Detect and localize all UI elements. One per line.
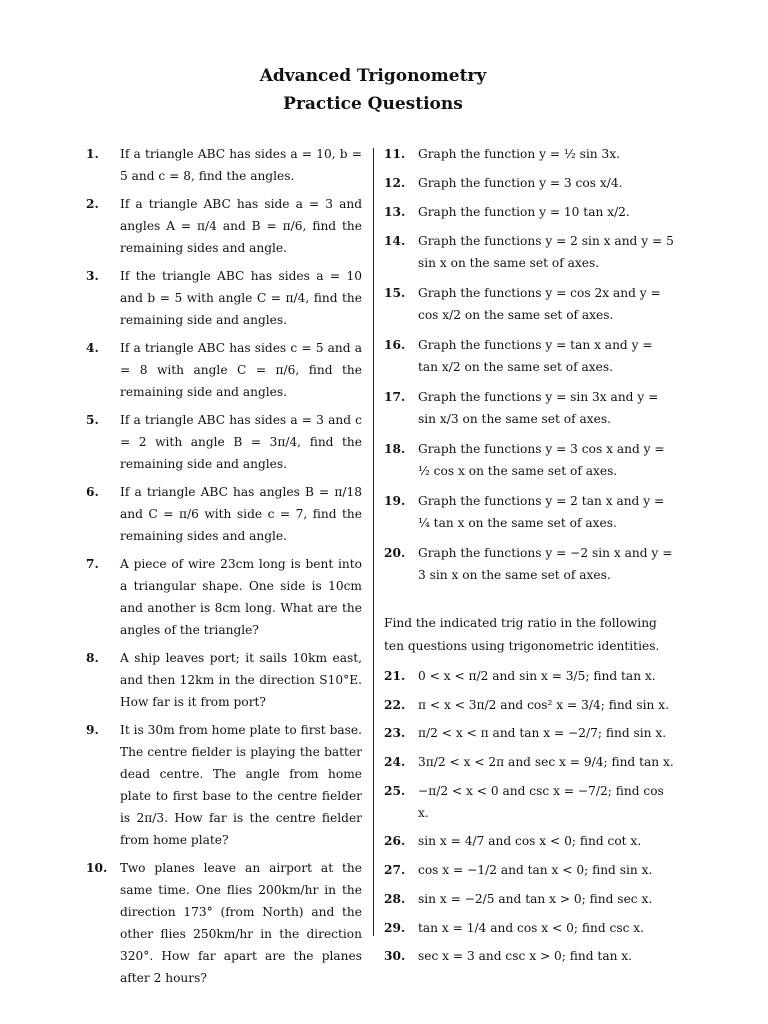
- question-text: Graph the functions y = 2 tan x and y = ¼ tan x on the same set of axes.: [418, 494, 665, 530]
- question-7: [86, 553, 362, 641]
- question-text: Graph the functions y = cos 2x and y = cos x/2 on the same set of axes.: [418, 286, 661, 322]
- question-29: [384, 917, 674, 939]
- question-text: If a triangle ABC has sides a = 3 and c = 2 with angle B = 3π/4, find the remaining side and angles.: [120, 413, 362, 471]
- question-4: [86, 337, 362, 403]
- question-13: [384, 201, 674, 223]
- question-12: [384, 172, 674, 194]
- question-text: cos x = −1/2 and tan x < 0; find sin x.: [418, 863, 653, 878]
- question-text: π/2 < x < π and tan x = −2/7; find sin x.: [418, 726, 667, 741]
- question-26: [384, 830, 674, 852]
- question-number: 12.: [384, 176, 406, 190]
- question-number: 29.: [384, 920, 406, 935]
- column-divider: [373, 148, 374, 936]
- question-14: [384, 230, 674, 274]
- question-number: 22.: [384, 697, 406, 712]
- question-number: 23.: [384, 726, 406, 741]
- question-number: 6.: [86, 485, 99, 499]
- question-11: [384, 143, 674, 165]
- question-text: sin x = 4/7 and cos x < 0; find cot x.: [418, 834, 642, 849]
- question-text: Graph the functions y = 3 cos x and y = ½ cos x on the same set of axes.: [418, 442, 665, 478]
- identities-instructions: Find the indicated trig ratio in the following ten questions using trigonometric identities.: [384, 616, 660, 653]
- question-number: 10.: [86, 861, 108, 875]
- question-number: 15.: [384, 286, 406, 300]
- question-text: Graph the function y = 3 cos x/4.: [418, 176, 623, 190]
- left-column: [86, 143, 362, 995]
- question-5: [86, 409, 362, 475]
- question-text: Two planes leave an airport at the same time. One flies 200km/hr in the direction 173° (from North) and the other flies 250km/hr in the direction 320°. How far apart are the planes after 2 hours?: [120, 861, 362, 985]
- question-text: −π/2 < x < 0 and csc x = −7/2; find cos x.: [418, 783, 664, 820]
- question-number: 9.: [86, 723, 99, 737]
- question-2: [86, 193, 362, 259]
- question-number: 20.: [384, 546, 406, 560]
- question-number: 17.: [384, 390, 406, 404]
- question-text: Graph the functions y = 2 sin x and y = 5 sin x on the same set of axes.: [418, 234, 674, 270]
- question-23: [384, 722, 674, 744]
- question-text: If the triangle ABC has sides a = 10 and b = 5 with angle C = π/4, find the remaining side and angles.: [120, 269, 362, 327]
- question-text: A piece of wire 23cm long is bent into a triangular shape. One side is 10cm and another is 8cm long. What are the angles of the triangle?: [120, 557, 362, 637]
- identities-section: [384, 665, 674, 967]
- question-text: Graph the function y = ½ sin 3x.: [418, 147, 620, 161]
- question-text: Graph the functions y = −2 sin x and y = 3 sin x on the same set of axes.: [418, 546, 673, 582]
- page-title: Advanced Trigonometry: [259, 66, 487, 86]
- question-number: 21.: [384, 669, 406, 683]
- question-text: A ship leaves port; it sails 10km east, and then 12km in the direction S10°E. How far is it from port?: [120, 651, 362, 709]
- question-3: [86, 265, 362, 331]
- question-22: [384, 694, 674, 716]
- question-15: [384, 282, 674, 326]
- question-text: Graph the functions y = sin 3x and y = sin x/3 on the same set of axes.: [418, 390, 659, 426]
- question-24: [384, 751, 674, 773]
- question-text: 3π/2 < x < 2π and sec x = 9/4; find tan x.: [418, 755, 674, 770]
- question-9: [86, 719, 362, 851]
- question-28: [384, 888, 674, 910]
- question-text: It is 30m from home plate to first base. The centre fielder is playing the batter dead centre. The angle from home plate to first base to the centre fielder is 2π/3. How far is the centre fielder from home plate?: [120, 723, 362, 847]
- question-text: π < x < 3π/2 and cos² x = 3/4; find sin x.: [418, 697, 669, 712]
- question-text: If a triangle ABC has angles B = π/18 and C = π/6 with side c = 7, find the remaining sides and angle.: [120, 485, 362, 543]
- question-17: [384, 386, 674, 430]
- question-text: sin x = −2/5 and tan x > 0; find sec x.: [418, 891, 653, 906]
- question-number: 1.: [86, 147, 99, 161]
- question-8: [86, 647, 362, 713]
- question-10: [86, 857, 362, 989]
- question-number: 28.: [384, 891, 406, 906]
- question-number: 30.: [384, 949, 406, 964]
- question-1: [86, 143, 362, 187]
- question-number: 8.: [86, 651, 99, 665]
- question-number: 26.: [384, 834, 406, 849]
- question-27: [384, 859, 674, 881]
- question-text: 0 < x < π/2 and sin x = 3/5; find tan x.: [418, 669, 656, 683]
- question-text: If a triangle ABC has sides a = 10, b = 5 and c = 8, find the angles.: [120, 147, 362, 183]
- question-30: [384, 945, 674, 967]
- question-18: [384, 438, 674, 482]
- question-number: 14.: [384, 234, 406, 248]
- question-number: 7.: [86, 557, 99, 571]
- question-number: 24.: [384, 755, 406, 770]
- question-text: tan x = 1/4 and cos x < 0; find csc x.: [418, 920, 645, 935]
- question-number: 4.: [86, 341, 99, 355]
- question-20: [384, 542, 674, 586]
- question-16: [384, 334, 674, 378]
- question-text: If a triangle ABC has sides c = 5 and a = 8 with angle C = π/6, find the remaining side and angles.: [120, 341, 362, 399]
- question-text: Graph the functions y = tan x and y = tan x/2 on the same set of axes.: [418, 338, 653, 374]
- question-number: 3.: [86, 269, 99, 283]
- right-column: [384, 143, 674, 974]
- question-text: Graph the function y = 10 tan x/2.: [418, 205, 630, 219]
- question-number: 2.: [86, 197, 99, 211]
- question-number: 16.: [384, 338, 406, 352]
- question-19: [384, 490, 674, 534]
- question-25: [384, 780, 674, 824]
- question-text: If a triangle ABC has side a = 3 and angles A = π/4 and B = π/6, find the remaining sides and angle.: [120, 197, 362, 255]
- question-number: 19.: [384, 494, 406, 508]
- question-text: sec x = 3 and csc x > 0; find tan x.: [418, 949, 633, 964]
- question-21: [384, 665, 674, 687]
- question-number: 13.: [384, 205, 406, 219]
- question-number: 18.: [384, 442, 406, 456]
- question-number: 11.: [384, 147, 406, 161]
- question-number: 25.: [384, 783, 406, 798]
- question-number: 27.: [384, 863, 406, 878]
- question-6: [86, 481, 362, 547]
- question-number: 5.: [86, 413, 99, 427]
- page-subtitle: Practice Questions: [283, 94, 463, 114]
